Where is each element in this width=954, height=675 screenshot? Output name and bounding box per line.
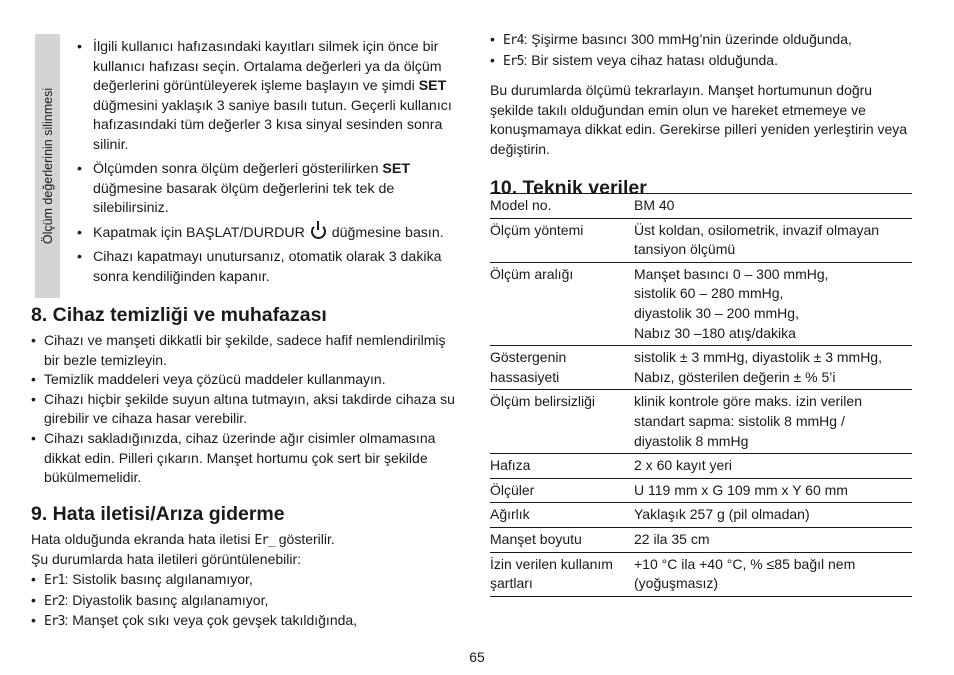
side-tab-label: Ölçüm değerlerinin silinmesi	[40, 87, 55, 245]
spec-row	[490, 527, 912, 552]
spec-value: Üst koldan, osilometrik, invazif olmayan tansiyon ölçümü	[634, 218, 912, 262]
error-code: Er2	[44, 593, 65, 609]
spec-key: Model no.	[490, 194, 634, 219]
section-8-bullets	[31, 331, 463, 488]
spec-value: klinik kontrole göre maks. izin verilen standart sapma: sistolik 8 mmHg / diyastolik 8 mmHg	[634, 390, 912, 454]
spec-row	[490, 262, 912, 345]
repeat-paragraph: Bu durumlarda ölçümü tekrarlayın. Manşet hortumunun doğru şekilde takılı olduğundan emin olun ve hareket etmemeye ve konuşmamaya dikkat edin. Gerekirse pilleri yeniden yerleştirin veya değiştirin.	[490, 82, 908, 157]
spec-key: Ağırlık	[490, 503, 634, 528]
page-number: 65	[469, 649, 485, 665]
delete-bullet-2: • Ölçümden sonra ölçüm değerleri gösterilirken SET düğmesine basarak ölçüm değerlerini tek tek de silebilirsiniz.	[77, 160, 463, 219]
section-8-bullet: • Cihazı sakladığınızda, cihaz üzerinde ağır cisimler olmamasına dikkat edin. Pilleri çıkarın. Manşet hortumu çok sert bir şekilde bükülmemelidir.	[31, 429, 463, 488]
spec-value: Manşet basıncı 0 – 300 mmHg, sistolik 60 – 280 mmHg, diyastolik 30 – 200 mmHg, Nabız 30 –180 atış/dakika	[634, 262, 912, 345]
delete-bullet-3: • Kapatmak için BAŞLAT/DURDUR düğmesine basın.	[77, 224, 463, 244]
right-column	[490, 30, 912, 200]
spec-row	[490, 390, 912, 454]
spec-key: Ölçüm aralığı	[490, 262, 634, 345]
section-8-bullet: • Cihazı ve manşeti dikkatli bir şekilde, sadece hafif nemlendirilmiş bir bezle temizleyin.	[31, 331, 463, 370]
left-column	[31, 38, 463, 632]
error-item: • Er4: Şişirme basıncı 300 mmHg’nin üzerinde olduğunda,	[490, 30, 912, 51]
section-8-title: 8. Cihaz temizliği ve muhafazası	[31, 304, 327, 326]
error-item: • Er2: Diyastolik basınç algılanamıyor,	[31, 591, 463, 612]
error-code: Er4	[503, 33, 524, 48]
error-item: • Er3: Manşet çok sıkı veya çok gevşek takıldığında,	[31, 611, 463, 632]
spec-row	[490, 346, 912, 390]
error-item: • Er1: Sistolik basınç algılanamıyor,	[31, 570, 463, 591]
spec-table	[490, 193, 912, 597]
error-code: Er_	[254, 532, 275, 548]
spec-key: Ölçüler	[490, 478, 634, 503]
section-9-title: 9. Hata iletisi/Arıza giderme	[31, 502, 285, 525]
spec-value: U 119 mm x G 109 mm x Y 60 mm	[634, 478, 912, 503]
delete-bullet-1: • İlgili kullanıcı hafızasındaki kayıtları silmek için önce bir kullanıcı hafızası seçin. Ortalama değerleri ya da ölçüm değerlerini görüntüleyerek işleme başlayın ve şimdi SET düğmesini yaklaşık 3 saniye basılı tutun. Geçerli kullanıcı hafızasındaki tüm değerler 3 kısa sinyal sesinden sonra silinir.	[77, 38, 463, 155]
spec-key: Hafıza	[490, 454, 634, 479]
spec-row	[490, 218, 912, 262]
delete-bullets	[31, 38, 463, 287]
section-10-title: 10. Teknik veriler	[490, 176, 647, 199]
spec-row	[490, 194, 912, 219]
error-code: Er1	[44, 572, 65, 588]
spec-row	[490, 552, 912, 596]
spec-value: 22 ila 35 cm	[634, 527, 912, 552]
section-9-intro: Hata olduğunda ekranda hata iletisi Er_ gösterilir.	[31, 530, 335, 548]
spec-key: Ölçüm belirsizliği	[490, 390, 634, 454]
spec-value: 2 x 60 kayıt yeri	[634, 454, 912, 479]
spec-value: Yaklaşık 257 g (pil olmadan)	[634, 503, 912, 528]
spec-key: Göstergenin hassasiyeti	[490, 346, 634, 390]
error-item: • Er5: Bir sistem veya cihaz hatası olduğunda.	[490, 51, 912, 72]
power-icon	[311, 224, 326, 239]
spec-key: İzin verilen kullanım şartları	[490, 552, 634, 596]
error-code: Er3	[44, 614, 65, 630]
spec-value: BM 40	[634, 194, 912, 219]
delete-bullet-4: • Cihazı kapatmayı unutursanız, otomatik olarak 3 dakika sonra kendiliğinden kapanır.	[77, 248, 463, 287]
spec-row	[490, 454, 912, 479]
spec-key: Manşet boyutu	[490, 527, 634, 552]
section-8-bullet: • Cihazı hiçbir şekilde suyun altına tutmayın, aksi takdirde cihaza su girebilir ve cihaza hasar verebilir.	[31, 390, 463, 429]
section-8-bullet: • Temizlik maddeleri veya çözücü maddeler kullanmayın.	[31, 370, 463, 390]
section-9-intro-2: Şu durumlarda hata iletileri görüntülenebilir:	[31, 551, 302, 568]
spec-value: sistolik ± 3 mmHg, diyastolik ± 3 mmHg, Nabız, gösterilen değerin ± % 5’i	[634, 346, 912, 390]
spec-value: +10 °C ila +40 °C, % ≤85 bağıl nem (yoğuşmasız)	[634, 552, 912, 596]
error-code: Er5	[503, 53, 524, 69]
spec-row	[490, 478, 912, 503]
spec-row	[490, 503, 912, 528]
spec-key: Ölçüm yöntemi	[490, 218, 634, 262]
